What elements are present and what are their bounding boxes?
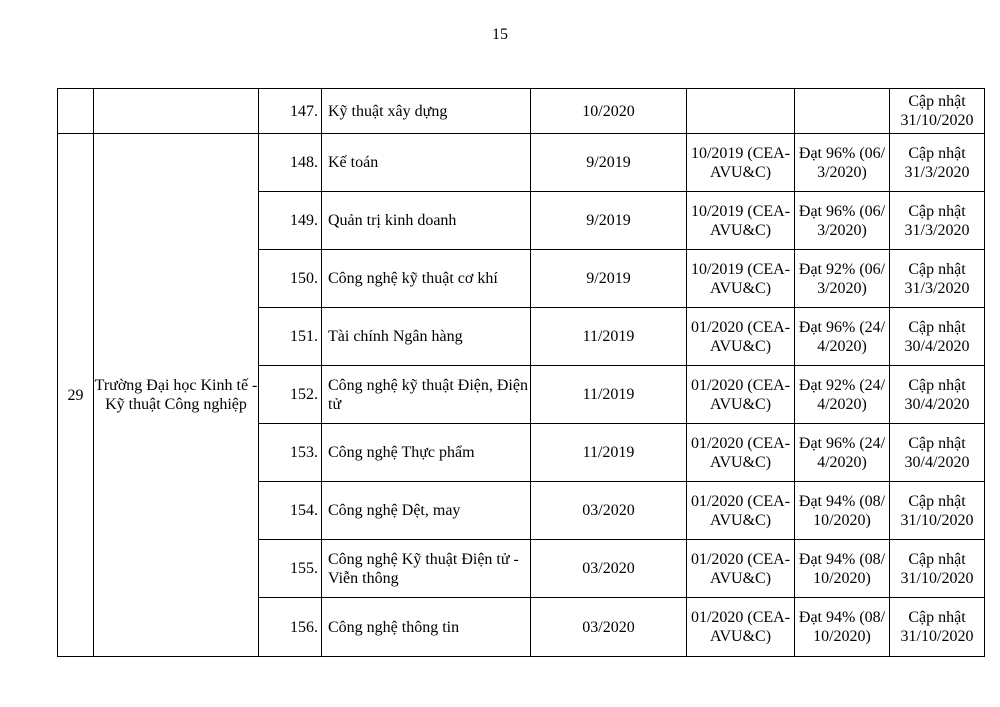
accreditation-result: Đạt 96% (06/3/2020) (795, 192, 890, 250)
program-name: Kỹ thuật xây dựng (322, 89, 531, 134)
external-evaluation: 01/2020 (CEA-AVU&C) (687, 540, 795, 598)
program-number: 148. (259, 134, 322, 192)
program-name: Công nghệ kỹ thuật Điện, Điện tử (322, 366, 531, 424)
external-evaluation: 01/2020 (CEA-AVU&C) (687, 308, 795, 366)
update-note: Cập nhật 31/10/2020 (890, 540, 985, 598)
program-number: 150. (259, 250, 322, 308)
external-evaluation: 01/2020 (CEA-AVU&C) (687, 598, 795, 657)
table-row (58, 89, 985, 134)
program-number: 151. (259, 308, 322, 366)
external-evaluation (687, 89, 795, 134)
update-note: Cập nhật 30/4/2020 (890, 366, 985, 424)
update-note: Cập nhật 31/3/2020 (890, 250, 985, 308)
self-assessment-date: 9/2019 (531, 134, 687, 192)
update-note: Cập nhật 31/3/2020 (890, 134, 985, 192)
accreditation-result: Đạt 96% (24/4/2020) (795, 308, 890, 366)
update-note: Cập nhật 30/4/2020 (890, 308, 985, 366)
table-row (58, 134, 985, 192)
page-number: 15 (492, 26, 508, 43)
accreditation-result: Đạt 96% (06/3/2020) (795, 134, 890, 192)
external-evaluation: 10/2019 (CEA-AVU&C) (687, 134, 795, 192)
empty-index-cell (58, 89, 94, 134)
program-number: 147. (259, 89, 322, 134)
accreditation-table (57, 88, 985, 657)
accreditation-result (795, 89, 890, 134)
program-name: Tài chính Ngân hàng (322, 308, 531, 366)
accreditation-result: Đạt 94% (08/10/2020) (795, 482, 890, 540)
self-assessment-date: 11/2019 (531, 308, 687, 366)
update-note: Cập nhật 31/10/2020 (890, 598, 985, 657)
school-index: 29 (58, 134, 94, 657)
program-name: Kế toán (322, 134, 531, 192)
update-note: Cập nhật 31/10/2020 (890, 482, 985, 540)
program-name: Công nghệ thông tin (322, 598, 531, 657)
program-number: 152. (259, 366, 322, 424)
program-name: Quản trị kinh doanh (322, 192, 531, 250)
accreditation-result: Đạt 92% (24/4/2020) (795, 366, 890, 424)
external-evaluation: 01/2020 (CEA-AVU&C) (687, 424, 795, 482)
self-assessment-date: 03/2020 (531, 598, 687, 657)
self-assessment-date: 11/2019 (531, 424, 687, 482)
update-note: Cập nhật 31/3/2020 (890, 192, 985, 250)
self-assessment-date: 03/2020 (531, 482, 687, 540)
program-number: 154. (259, 482, 322, 540)
self-assessment-date: 11/2019 (531, 366, 687, 424)
accreditation-result: Đạt 96% (24/4/2020) (795, 424, 890, 482)
program-number: 155. (259, 540, 322, 598)
self-assessment-date: 9/2019 (531, 250, 687, 308)
self-assessment-date: 9/2019 (531, 192, 687, 250)
empty-school-cell (94, 89, 259, 134)
accreditation-result: Đạt 94% (08/10/2020) (795, 598, 890, 657)
program-name: Công nghệ Kỹ thuật Điện tử - Viễn thông (322, 540, 531, 598)
external-evaluation: 10/2019 (CEA-AVU&C) (687, 192, 795, 250)
external-evaluation: 01/2020 (CEA-AVU&C) (687, 366, 795, 424)
external-evaluation: 01/2020 (CEA-AVU&C) (687, 482, 795, 540)
program-name: Công nghệ kỹ thuật cơ khí (322, 250, 531, 308)
accreditation-result: Đạt 94% (08/10/2020) (795, 540, 890, 598)
program-name: Công nghệ Thực phẩm (322, 424, 531, 482)
program-number: 149. (259, 192, 322, 250)
program-number: 156. (259, 598, 322, 657)
self-assessment-date: 03/2020 (531, 540, 687, 598)
program-number: 153. (259, 424, 322, 482)
accreditation-result: Đạt 92% (06/3/2020) (795, 250, 890, 308)
update-note: Cập nhật 31/10/2020 (890, 89, 985, 134)
external-evaluation: 10/2019 (CEA-AVU&C) (687, 250, 795, 308)
self-assessment-date: 10/2020 (531, 89, 687, 134)
program-name: Công nghệ Dệt, may (322, 482, 531, 540)
update-note: Cập nhật 30/4/2020 (890, 424, 985, 482)
school-name: Trường Đại học Kinh tế - Kỹ thuật Công nghiệp (94, 134, 259, 657)
